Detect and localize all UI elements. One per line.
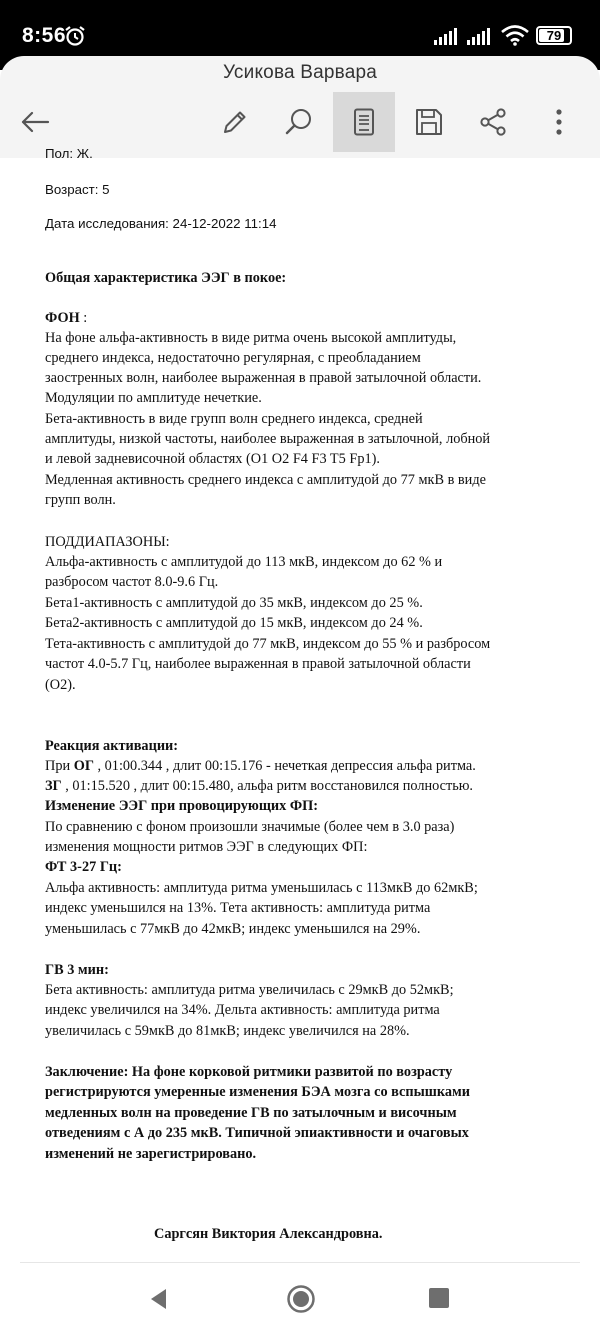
og-line <box>45 756 476 776</box>
fon-line: Модуляции по амплитуде нечеткие. <box>45 390 262 406</box>
back-triangle-icon[interactable] <box>146 1286 172 1312</box>
conclusion-line: отведениям с А до 235 мкВ. Типичной эпиактивности и очаговых <box>45 1125 469 1141</box>
edit-button[interactable] <box>210 92 260 152</box>
fon-line: Медленная активность среднего индекса с амплитудой до 77 мкВ в виде <box>45 472 486 488</box>
ft-line: Альфа активность: амплитуда ритма уменьшилась с 113мкВ до 62мкВ; <box>45 880 478 896</box>
fon-label: ФОН <box>45 310 80 326</box>
save-icon <box>415 108 443 136</box>
fon-line: среднего индекса, недостаточно регулярная, с преобладанием <box>45 350 421 366</box>
provocation-heading: Изменение ЭЭГ при провоцирующих ФП: <box>45 798 319 814</box>
fon-line: Бета-активность в виде групп волн среднего индекса, средней <box>45 411 423 427</box>
back-button[interactable] <box>10 92 60 152</box>
signal-icon <box>434 27 460 45</box>
gv-line: увеличилась с 59мкВ до 81мкВ; индекс увеличился на 28%. <box>45 1023 410 1039</box>
activation-heading: Реакция активации: <box>45 738 179 754</box>
subranges-line: Альфа-активность с амплитудой до 113 мкВ, индексом до 62 % и <box>45 554 443 570</box>
more-options-button[interactable] <box>534 92 584 152</box>
zg-line <box>45 776 473 796</box>
share-button[interactable] <box>468 92 518 152</box>
fon-line: и левой задневисочной областях (O1 O2 F4 F3 T5 Fp1). <box>45 451 380 467</box>
fon-line: На фоне альфа-активность в виде ритма очень высокой амплитуды, <box>45 330 457 346</box>
subranges-line: (O2). <box>45 677 76 693</box>
alarm-icon <box>64 25 86 47</box>
reading-mode-button[interactable] <box>333 92 395 152</box>
battery-icon <box>536 26 572 45</box>
pencil-icon <box>221 108 249 136</box>
subranges-line: разбросом частот 8.0-9.6 Гц. <box>45 574 219 590</box>
conclusion-line: изменений не зарегистрировано. <box>45 1146 257 1162</box>
ft-line: уменьшилась с 77мкВ до 42мкВ; индекс уменьшился на 29%. <box>45 921 421 937</box>
gv-heading: ГВ 3 мин: <box>45 962 109 978</box>
subranges-line: Бета1-активность с амплитудой до 35 мкВ, индексом до 25 %. <box>45 595 423 611</box>
gv-line: Бета активность: амплитуда ритма увеличилась с 29мкВ до 52мкВ; <box>45 982 454 998</box>
ft-line: индекс уменьшился на 13%. Тета активность: амплитуда ритма <box>45 900 431 916</box>
document-title: Усикова Варвара <box>222 62 378 83</box>
conclusion-line: медленных волн на проведение ГВ по затылочным и височным <box>45 1105 457 1121</box>
search-icon <box>284 107 314 137</box>
subranges-line: Тета-активность с амплитудой до 77 мкВ, индексом до 55 % и разбросом <box>45 636 491 652</box>
gv-line: индекс увеличился на 34%. Дельта активность: амплитуда ритма <box>45 1002 440 1018</box>
recents-square-icon[interactable] <box>429 1288 449 1308</box>
age-field: Возраст: 5 <box>45 182 110 197</box>
zg-label: ЗГ <box>45 778 62 794</box>
document-view[interactable] <box>45 146 565 1258</box>
og-prefix: При <box>45 758 74 774</box>
ft-heading: ФТ 3-27 Гц: <box>45 859 122 875</box>
divider <box>20 1262 580 1263</box>
fon-line: групп волн. <box>45 492 116 508</box>
more-icon <box>554 108 564 136</box>
search-button[interactable] <box>274 92 324 152</box>
provocation-line: изменения мощности ритмов ЭЭГ в следующих ФП: <box>45 839 368 855</box>
subranges-heading: ПОДДИАПАЗОНЫ: <box>45 534 170 550</box>
provocation-line: По сравнению с фоном произошли значимые (более чем в 3.0 раза) <box>45 819 455 835</box>
home-circle-icon[interactable] <box>286 1284 316 1314</box>
zg-text: , 01:15.520 , длит 00:15.480, альфа ритм восстановился полностью. <box>61 778 473 794</box>
app-header <box>0 56 600 158</box>
fon-line: заостренных волн, наиболее выраженная в правой затылочной области. <box>45 370 482 386</box>
study-date-field: Дата исследования: 24-12-2022 11:14 <box>45 216 277 231</box>
fon-colon: : <box>79 310 88 326</box>
fon-line: амплитуды, низкой частоты, наиболее выраженная в затылочной, лобной <box>45 431 491 447</box>
wifi-icon <box>500 24 530 46</box>
signal-icon <box>467 27 493 45</box>
status-time: 8:56 <box>22 24 67 47</box>
save-button[interactable] <box>404 92 454 152</box>
reading-mode-icon <box>353 108 375 136</box>
conclusion-line: регистрируются умеренные изменения БЭА мозга со вспышками <box>45 1084 471 1100</box>
conclusion-line: Заключение: На фоне корковой ритмики развитой по возрасту <box>45 1064 453 1080</box>
og-label: ОГ <box>73 758 94 774</box>
back-arrow-icon <box>20 110 50 134</box>
general-heading: Общая характеристика ЭЭГ в покое: <box>45 270 287 286</box>
share-icon <box>479 108 507 136</box>
sex-field: Пол: Ж. <box>45 146 93 161</box>
og-text: , 01:00.344 , длит 00:15.176 - нечеткая депрессия альфа ритма. <box>93 758 476 774</box>
navigation-bar <box>0 1270 600 1332</box>
subranges-line: частот 4.0-5.7 Гц, наиболее выраженная в правой затылочной области <box>45 656 471 672</box>
battery-level: 79 <box>546 28 562 43</box>
fon-title <box>45 308 87 328</box>
subranges-line: Бета2-активность с амплитудой до 15 мкВ, индексом до 24 %. <box>45 615 423 631</box>
signature: Саргсян Виктория Александровна. <box>154 1226 383 1242</box>
